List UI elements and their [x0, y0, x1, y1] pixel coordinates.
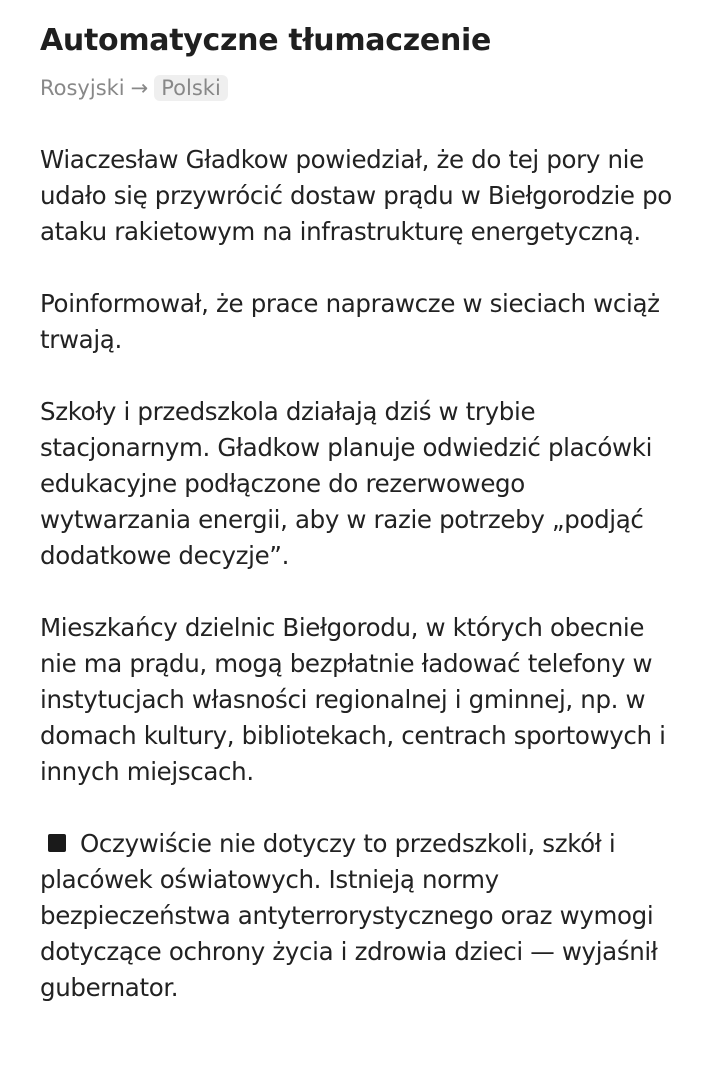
black-square-icon [48, 834, 66, 852]
target-language-badge[interactable]: Polski [154, 75, 228, 101]
quote-paragraph [40, 826, 680, 1006]
language-pair [40, 72, 680, 104]
quote-text: Oczywiście nie dotyczy to przedszkoli, szkół i placówek oświatowych. Istnieją normy bezpieczeństwa antyterrorystycznego oraz wymogi dotyczące ochrony życia i zdrowia dzieci — wyjaśnił gubernator. [40, 829, 658, 1002]
paragraph: Mieszkańcy dzielnic Biełgorodu, w których obecnie nie ma prądu, mogą bezpłatnie ładować telefony w instytucjach własności regionalnej i gminnej, np. w domach kultury, bibliotekach, centrach sportowych i innych miejscach. [40, 613, 666, 786]
source-language: Rosyjski [40, 76, 125, 100]
paragraph: Poinformował, że prace naprawcze w sieciach wciąż trwają. [40, 289, 660, 354]
arrow-right-icon: → [130, 76, 149, 100]
paragraph: Wiaczesław Gładkow powiedział, że do tej pory nie udało się przywrócić dostaw prądu w Biełgorodzie po ataku rakietowym na infrastrukturę energetyczną. [40, 145, 672, 246]
page-title: Automatyczne tłumaczenie [40, 23, 492, 58]
paragraph: Szkoły i przedszkola działają dziś w trybie stacjonarnym. Gładkow planuje odwiedzić placówki edukacyjne podłączone do rezerwowego wytwarzania energii, aby w razie potrzeby „podjąć dodatkowe decyzje”. [40, 397, 653, 570]
